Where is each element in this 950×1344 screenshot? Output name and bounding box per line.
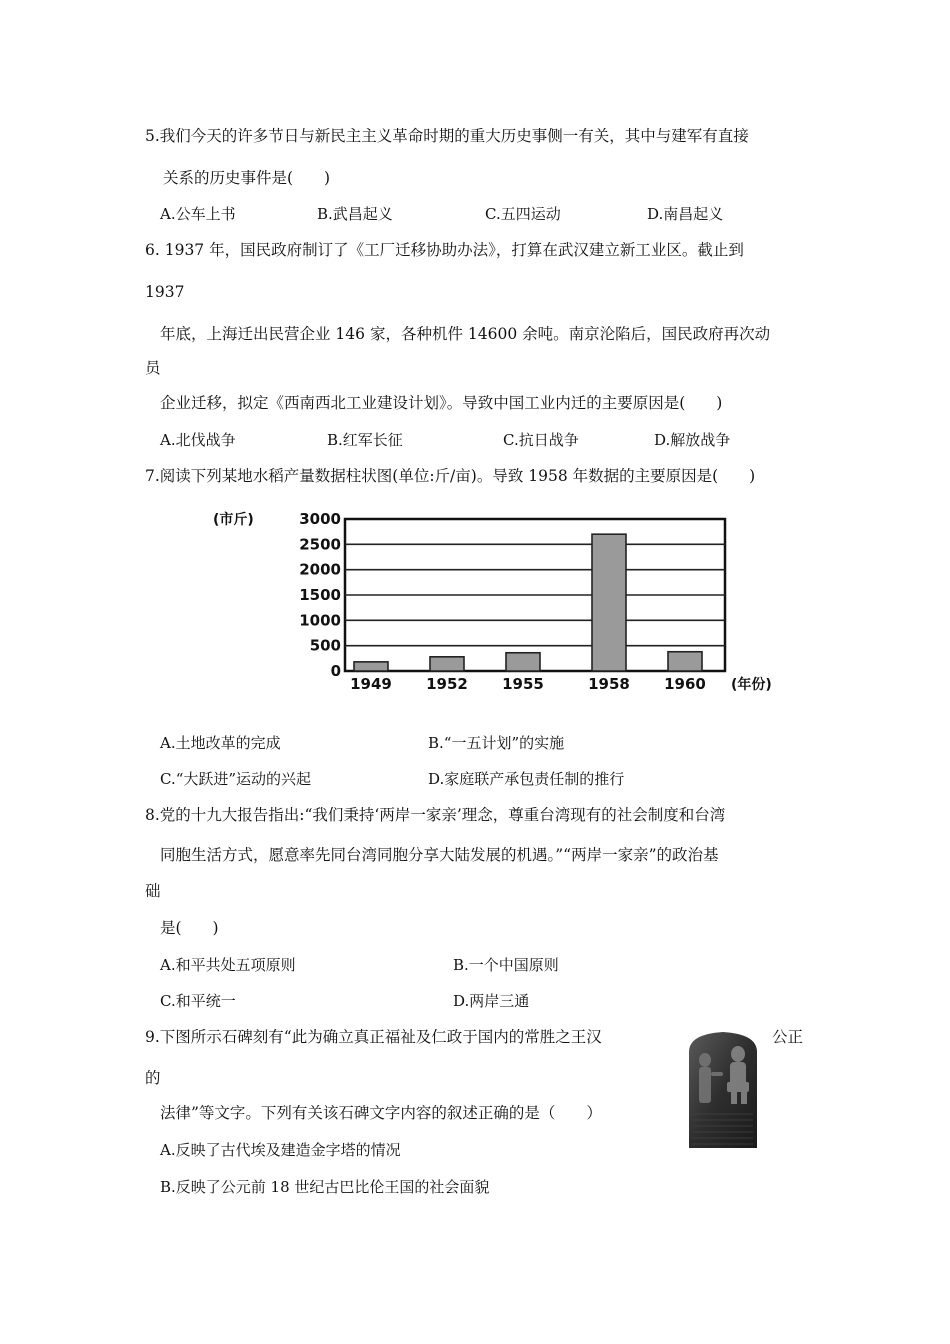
y-tick-label: 1000 xyxy=(299,611,341,630)
q7-option-a: A.土地改革的完成 xyxy=(160,734,281,752)
q8-option-d: D.两岸三通 xyxy=(453,992,530,1010)
q6-option-b: B.红军长征 xyxy=(327,431,403,449)
q9-option-a: A.反映了古代埃及建造金字塔的情况 xyxy=(160,1141,401,1159)
q6-stem-line-4: 员 xyxy=(145,359,161,377)
q9-option-b: B.反映了公元前 18 世纪古巴比伦王国的社会面貌 xyxy=(160,1178,490,1196)
q6-option-d: D.解放战争 xyxy=(654,431,731,449)
q6-stem-line-2: 1937 xyxy=(145,283,185,301)
q8-option-a: A.和平共处五项原则 xyxy=(160,956,296,974)
q8-option-c: C.和平统一 xyxy=(160,992,236,1010)
x-tick-label: 1949 xyxy=(350,675,392,693)
y-axis-unit-label: (市斤) xyxy=(213,512,254,528)
q8-option-b: B.一个中国原则 xyxy=(453,956,559,974)
x-axis-unit-label: (年份) xyxy=(731,677,772,693)
q5-option-c: C.五四运动 xyxy=(485,205,561,223)
q9-stem-line-3: 法律”等文字。下列有关该石碑文字内容的叙述正确的是（ ） xyxy=(160,1104,602,1122)
q6-option-a: A.北伐战争 xyxy=(160,431,236,449)
bar-1952 xyxy=(430,657,464,671)
q9-stem-line-1a: 9.下图所示石碑刻有“此为确立真正福祉及仁政于国内的常胜之王汉 xyxy=(145,1028,602,1046)
q5-option-b: B.武昌起义 xyxy=(317,205,393,223)
bar-1958 xyxy=(592,534,626,671)
q5-stem-line-1: 5.我们今天的许多节日与新民主主义革命时期的重大历史事侧一有关，其中与建军有直接 xyxy=(145,127,749,145)
q9-stem-line-1b: 公正 xyxy=(772,1028,804,1046)
q8-stem-line-1: 8.党的十九大报告指出:“我们秉持‘两岸一家亲’理念，尊重台湾现有的社会制度和台湾 xyxy=(145,806,726,824)
y-tick-label: 2000 xyxy=(299,560,341,579)
y-tick-label: 0 xyxy=(330,662,341,680)
q6-option-c: C.抗日战争 xyxy=(503,431,579,449)
q7-option-b: B.“一五计划”的实施 xyxy=(428,734,565,752)
bar-1960 xyxy=(668,652,702,671)
y-tick-label: 2500 xyxy=(299,535,341,554)
q6-stem-line-3: 年底，上海迁出民营企业 146 家，各种机件 14600 余吨。南京沦陷后，国民政府再次动 xyxy=(160,325,771,343)
y-tick-label: 500 xyxy=(309,636,341,655)
q8-stem-line-3: 础 xyxy=(145,882,161,900)
stone-stele-image xyxy=(683,1030,763,1148)
y-tick-label: 1500 xyxy=(299,586,341,604)
x-tick-label: 1955 xyxy=(502,675,544,693)
x-tick-label: 1952 xyxy=(426,675,468,693)
x-tick-label: 1960 xyxy=(664,675,706,693)
q8-stem-line-2: 同胞生活方式，愿意率先同台湾同胞分享大陆发展的机遇。”“两岸一家亲”的政治基 xyxy=(160,846,719,864)
q5-option-d: D.南昌起义 xyxy=(647,205,724,223)
bar-1949 xyxy=(354,662,388,671)
q6-stem-line-1: 6. 1937 年，国民政府制订了《工厂迁移协助办法》，打算在武汉建立新工业区。截止到 xyxy=(145,241,744,259)
q9-stem-line-2: 的 xyxy=(145,1069,161,1087)
q8-stem-line-4: 是( ) xyxy=(160,919,219,937)
y-tick-label: 3000 xyxy=(299,510,341,528)
q5-option-a: A.公车上书 xyxy=(160,205,236,223)
q7-option-d: D.家庭联产承包责任制的推行 xyxy=(428,770,625,788)
q5-stem-line-2: 关系的历史事件是( ) xyxy=(163,169,331,187)
q7-option-c: C.“大跃进”运动的兴起 xyxy=(160,770,312,788)
rice-yield-bar-chart xyxy=(205,505,772,705)
x-tick-label: 1958 xyxy=(588,675,630,693)
q6-stem-line-5: 企业迁移，拟定《西南西北工业建设计划》。导致中国工业内迁的主要原因是( ) xyxy=(160,394,723,412)
bar-1955 xyxy=(506,653,540,671)
q7-stem-line-1: 7.阅读下列某地水稻产量数据柱状图(单位:斤/亩)。导致 1958 年数据的主要原因是( ) xyxy=(145,467,756,485)
